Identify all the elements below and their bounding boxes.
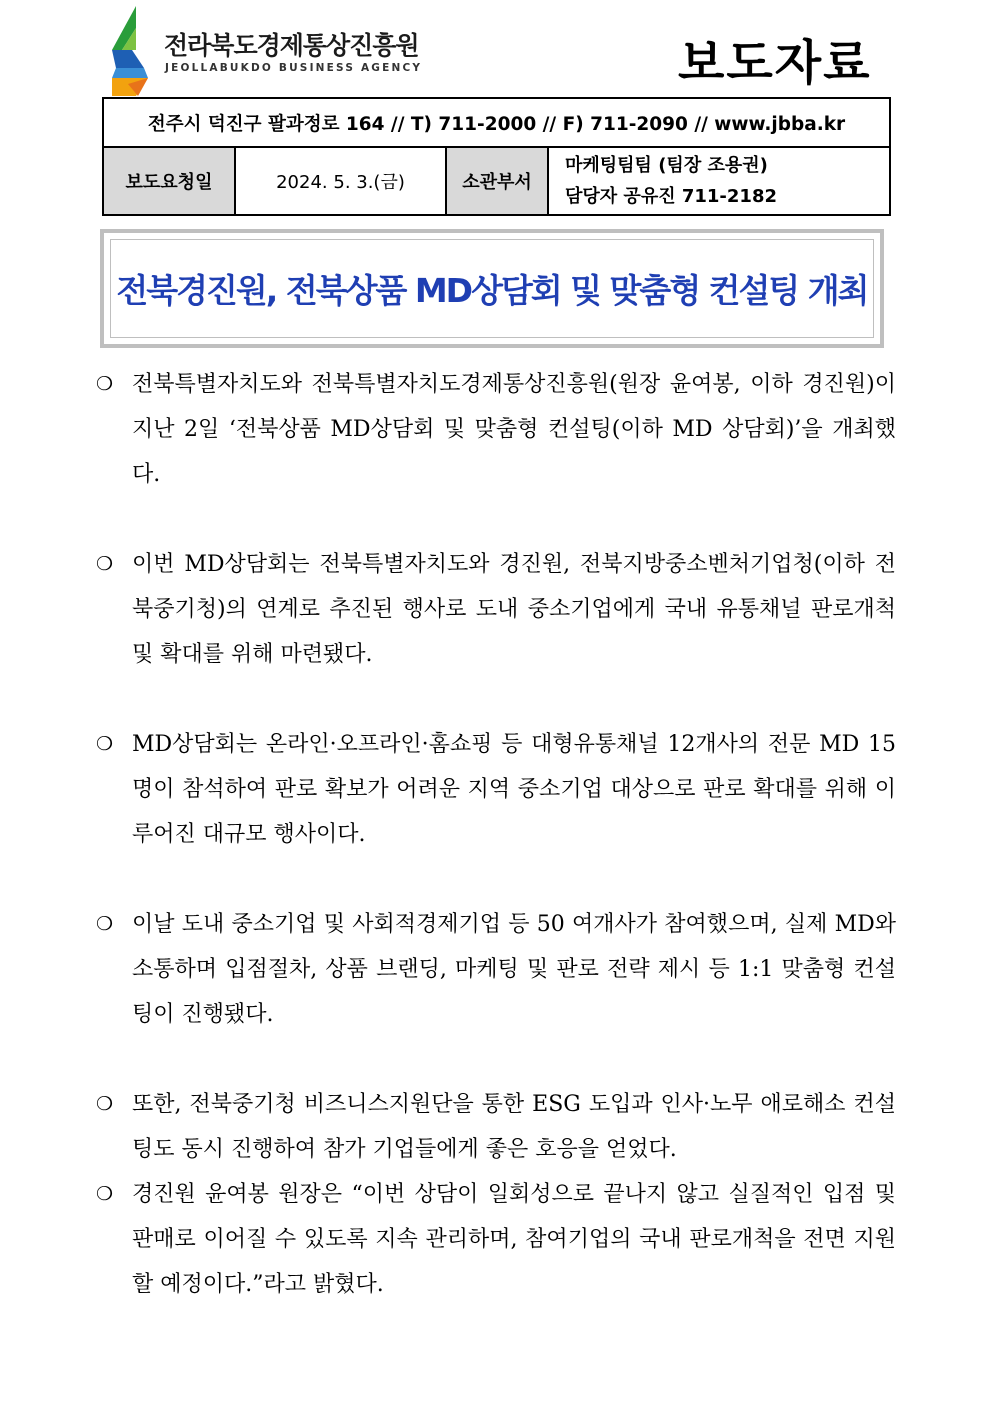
press-info-table: [102, 97, 891, 216]
paragraph-5: [96, 1082, 896, 1172]
department-contact: 담당자 공유진 711-2182: [565, 186, 778, 207]
paragraph-6: [96, 1172, 896, 1307]
bullet-icon: ❍: [96, 553, 114, 575]
paragraph-text: 또한, 전북중기청 비즈니스지원단을 통한 ESG 도입과 인사·노무 애로해소 컨설팅도 동시 진행하여 참가 기업들에게 좋은 호응을 얻었다.: [132, 1092, 896, 1162]
title-box: [100, 229, 884, 348]
paragraph-1: [96, 362, 896, 497]
bullet-icon: ❍: [96, 373, 114, 395]
paragraph-text: 전북특별자치도와 전북특별자치도경제통상진흥원(원장 윤여봉, 이하 경진원)이 지난 2일 ‘전북상품 MD상담회 및 맞춤형 컨설팅(이하 MD 상담회)’을 개최했다.: [132, 372, 896, 487]
request-date: 2024. 5. 3.(금): [235, 147, 446, 215]
contact-line: 전주시 덕진구 팔과정로 164 // T) 711-2000 // F) 711-2090 // www.jbba.kr: [103, 98, 890, 147]
bullet-icon: ❍: [96, 733, 114, 755]
paragraph-2: [96, 542, 896, 677]
press-release-title: 전북경진원, 전북상품 MD상담회 및 맞춤형 컨설팅 개최: [116, 271, 868, 310]
department-label: 소관부서: [446, 147, 548, 215]
department-info: [548, 147, 890, 215]
department-team: 마케팅팀팀 (팀장 조용권): [565, 155, 768, 176]
paragraph-text: MD상담회는 온라인·오프라인·홈쇼핑 등 대형유통채널 12개사의 전문 MD 15명이 참석하여 판로 확보가 어려운 지역 중소기업 대상으로 판로 확대를 위해 이루어진 대규모 행사이다.: [132, 732, 896, 847]
request-date-label: 보도요청일: [103, 147, 235, 215]
bullet-icon: ❍: [96, 913, 114, 935]
organization-name: 전라북도경제통상진흥원: [164, 31, 419, 60]
logo-mark-icon: [108, 4, 156, 96]
document-type-heading: 보도자료: [678, 35, 872, 91]
bullet-icon: ❍: [96, 1183, 114, 1205]
organization-logo: [108, 4, 428, 96]
paragraph-text: 이번 MD상담회는 전북특별자치도와 경진원, 전북지방중소벤처기업청(이하 전북중기청)의 연계로 추진된 행사로 도내 중소기업에게 국내 유통채널 판로개척 및 확대를 위해 마련됐다.: [132, 552, 896, 667]
paragraph-3: [96, 722, 896, 857]
paragraph-text: 경진원 윤여봉 원장은 “이번 상담이 일회성으로 끝나지 않고 실질적인 입점 및 판매로 이어질 수 있도록 지속 관리하며, 참여기업의 국내 판로개척을 전면 지원할 예정이다.”라고 밝혔다.: [132, 1182, 896, 1297]
paragraph-text: 이날 도내 중소기업 및 사회적경제기업 등 50 여개사가 참여했으며, 실제 MD와 소통하며 입점절차, 상품 브랜딩, 마케팅 및 판로 전략 제시 등 1:1 맞춤형 컨설팅이 진행됐다.: [132, 912, 896, 1027]
organization-name-en: JEOLLABUKDO BUSINESS AGENCY: [165, 62, 423, 74]
paragraph-4: [96, 902, 896, 1037]
bullet-icon: ❍: [96, 1093, 114, 1115]
